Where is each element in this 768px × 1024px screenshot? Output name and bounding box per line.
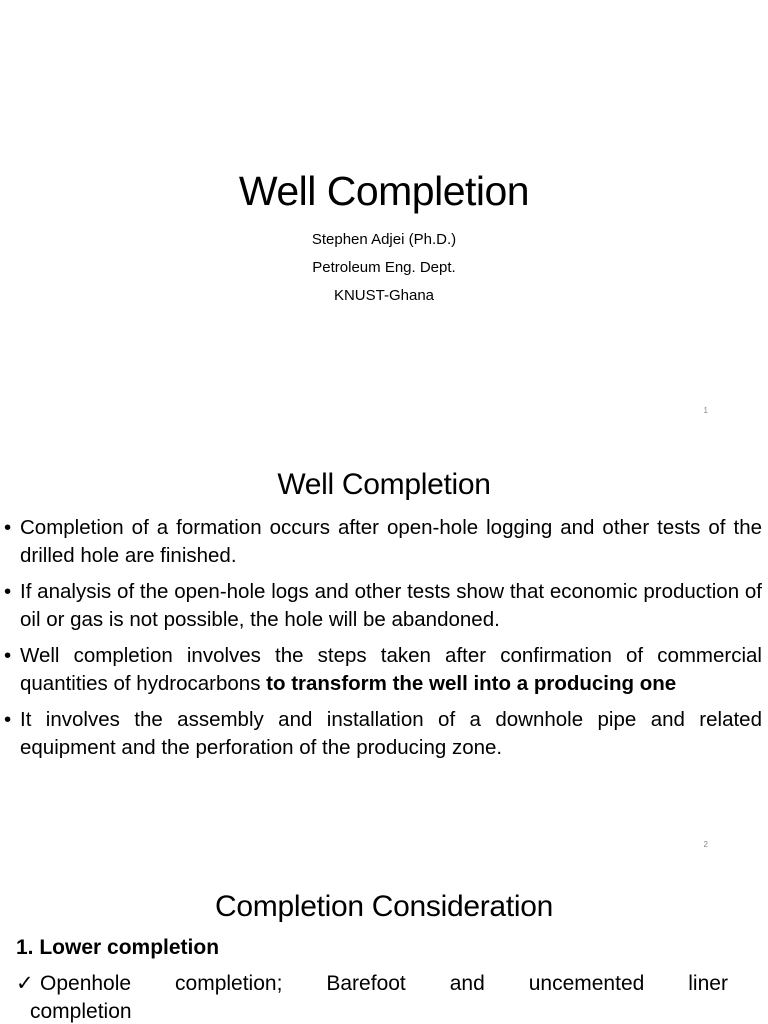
author-department: Petroleum Eng. Dept.: [312, 259, 456, 276]
section-heading: 1. Lower completion: [16, 936, 220, 959]
bullet-icon: •: [4, 708, 12, 731]
slide-title: Completion Consideration: [215, 890, 553, 923]
checklist-word: liner: [688, 972, 728, 995]
bullet-icon: •: [4, 644, 12, 667]
bullet-text: It involves the assembly and installation of a downhole pipe and related equipment and the perforation of the producing zone.: [20, 708, 762, 759]
checklist-item-continuation: completion: [30, 1000, 132, 1023]
checkmark-icon: ✓: [16, 972, 34, 995]
bullet-text: Well completion involves the steps taken after confirmation of commercial quantities of hydrocarbons: [20, 644, 762, 695]
checklist-word: Barefoot: [326, 972, 406, 995]
slide-number: 1: [703, 406, 708, 415]
presentation-title: Well Completion: [238, 168, 530, 214]
slide-1: [0, 0, 768, 432]
checklist-word: completion;: [175, 972, 283, 995]
slide-title: Well Completion: [277, 468, 491, 501]
checklist-item-line: [16, 970, 728, 998]
checklist-word: and: [449, 972, 485, 995]
slide-3: [0, 864, 768, 1024]
bullet-icon: •: [4, 580, 12, 603]
author-institution: KNUST-Ghana: [333, 287, 435, 304]
bullet-item: [4, 642, 762, 698]
bullet-icon: •: [4, 516, 12, 539]
bullet-item: [4, 514, 762, 570]
checklist-item: [16, 970, 728, 1024]
author-name: Stephen Adjei (Ph.D.): [311, 231, 457, 248]
slide-2: [0, 432, 768, 864]
bullet-item: [4, 706, 762, 762]
bullet-text: Completion of a formation occurs after open-hole logging and other tests of the drilled hole are finished.: [20, 516, 762, 567]
bullet-list: [4, 514, 762, 770]
slide-number: 2: [703, 840, 708, 849]
bullet-text: If analysis of the open-hole logs and other tests show that economic production of oil or gas is not possible, the hole will be abandoned.: [20, 580, 762, 631]
bullet-item: [4, 578, 762, 634]
bullet-bold-text: to transform the well into a producing one: [266, 672, 677, 695]
checklist-word: Openhole: [40, 972, 132, 995]
checklist-word: uncemented: [528, 972, 645, 995]
